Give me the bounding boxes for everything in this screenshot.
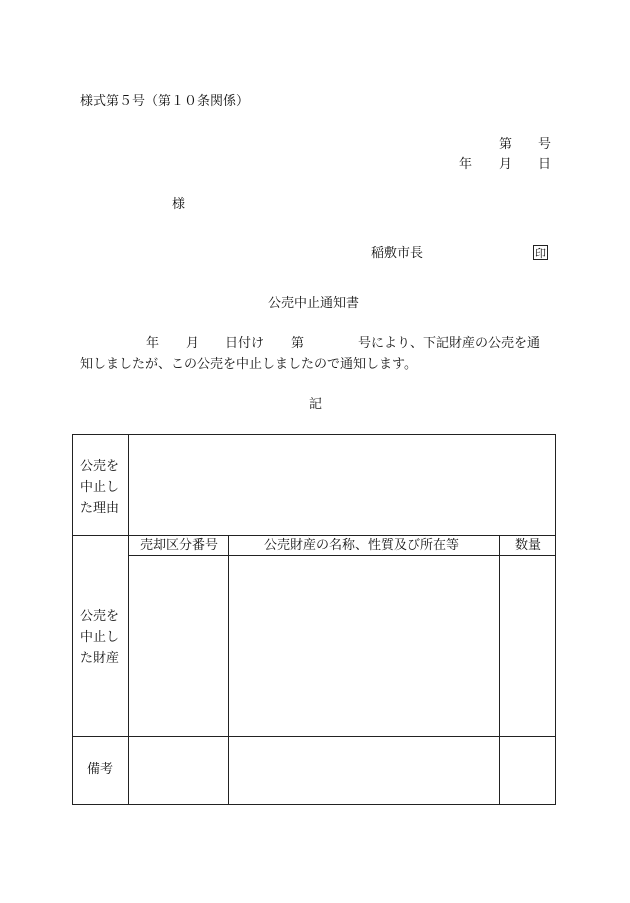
reason-label-line-2: 中止し: [80, 480, 120, 495]
table-border-bottom: [72, 804, 556, 805]
reason-label: [80, 456, 119, 519]
document-title: 公売中止通知書: [268, 296, 360, 311]
date-year: 年: [459, 157, 473, 172]
table-divider-remarks: [72, 736, 556, 737]
doc-number-dai: 第: [499, 137, 513, 152]
table-header-bottom: [128, 555, 556, 556]
form-number: 様式第５号（第１０条関係）: [80, 94, 250, 109]
table-label-divider: [128, 434, 129, 805]
table-border-top: [72, 434, 556, 435]
table-col-divider-2: [499, 535, 500, 805]
table-divider-reason: [72, 535, 556, 536]
ki-heading: 記: [309, 397, 323, 412]
table-border-right: [555, 434, 556, 805]
header-sale-number: 売却区分番号: [140, 538, 219, 553]
issuer-name: 稲敷市長: [371, 246, 424, 261]
date-month: 月: [499, 157, 513, 172]
date-day: 日: [538, 157, 552, 172]
body-line2: 知しましたが、この公売を中止しましたので通知します。: [80, 357, 417, 372]
body-date-tsuke: 日付け: [225, 336, 265, 351]
seal-mark: 印: [535, 247, 546, 260]
property-label-line-1: 公売を: [80, 609, 120, 624]
header-property-desc: 公売財産の名称、性質及び所在等: [264, 538, 460, 553]
body-month: 月: [186, 336, 200, 351]
property-label-line-2: 中止し: [80, 630, 120, 645]
body-dai: 第: [291, 336, 305, 351]
doc-number-gou: 号: [538, 137, 552, 152]
table-border-left: [72, 434, 73, 805]
property-label-line-3: た財産: [80, 651, 120, 666]
header-quantity: 数量: [515, 538, 542, 553]
body-year: 年: [146, 336, 160, 351]
reason-label-line-1: 公売を: [80, 459, 120, 474]
table-col-divider-1: [228, 535, 229, 805]
property-label: [80, 606, 119, 669]
addressee-suffix: 様: [172, 197, 186, 212]
remarks-label: 備考: [87, 762, 114, 777]
reason-label-line-3: た理由: [80, 501, 120, 516]
body-line1-rest: 号により、下記財産の公売を通: [358, 336, 541, 351]
